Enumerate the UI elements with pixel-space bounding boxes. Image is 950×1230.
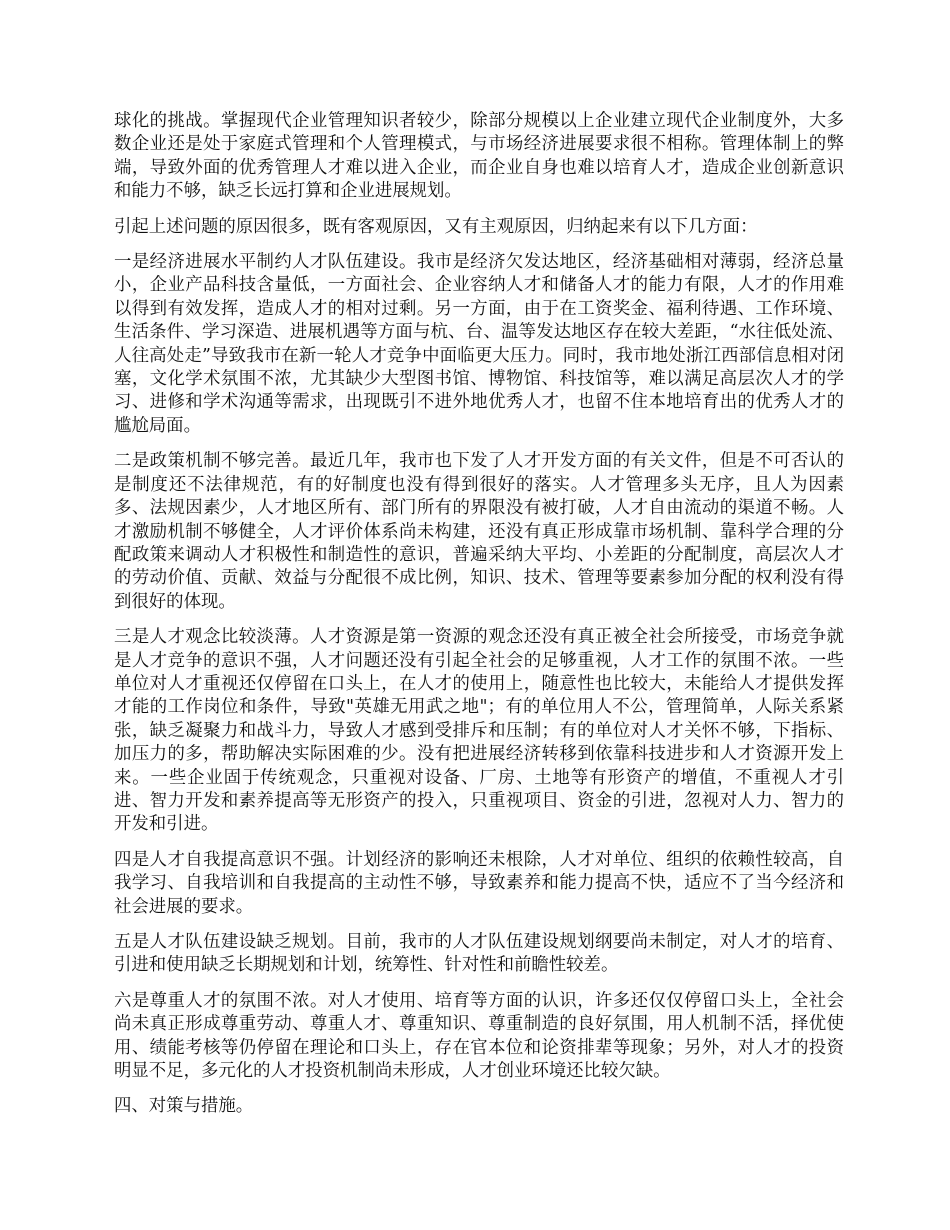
paragraph-7: 五是人才队伍建设缺乏规划。目前，我市的人才队伍建设规划纲要尚未制定，对人才的培育、引进和使用缺乏长期规划和计划，统筹性、针对性和前瞻性较差。 [114, 932, 844, 976]
paragraph-6: 四是人才自我提高意识不强。计划经济的影响还未根除，人才对单位、组织的依赖性较高，自我学习、自我培训和自我提高的主动性不够，导致素养和能力提高不快，适应不了当今经济和社会进展的要求。 [114, 849, 844, 917]
paragraph-3: 一是经济进展水平制约人才队伍建设。我市是经济欠发达地区，经济基础相对薄弱，经济总量小，企业产品科技含量低，一方面社会、企业容纳人才和储备人才的能力有限，人才的作用难以得到有效发挥，造成人才的相对过剩。另一方面，由于在工资奖金、福利待遇、工作环境、生活条件、学习深造、进展机遇等方面与杭、台、温等发达地区存在较大差距，“水往低处流、人往高处走”导致我市在新一轮人才竞争中面临更大压力。同时，我市地处浙江西部信息相对闭塞，文化学术氛围不浓，尤其缺少大型图书馆、博物馆、科技馆等，难以满足高层次人才的学习、进修和学术沟通等需求，出现既引不进外地优秀人才，也留不住本地培育出的优秀人才的尴尬局面。 [114, 252, 844, 436]
paragraph-4: 二是政策机制不够完善。最近几年，我市也下发了人才开发方面的有关文件，但是不可否认的是制度还不法律规范，有的好制度也没有得到很好的落实。人才管理多头无序，且人为因素多、法规因素少，人才地区所有、部门所有的界限没有被打破，人才自由流动的渠道不畅。人才激励机制不够健全，人才评价体系尚未构建，还没有真正形成靠市场机制、靠科学合理的分配政策来调动人才积极性和制造性的意识，普遍采纳大平均、小差距的分配制度，高层次人才的劳动价值、贡献、效益与分配很不成比例，知识、技术、管理等要素参加分配的权利没有得到很好的体现。 [114, 451, 844, 612]
paragraph-2: 引起上述问题的原因很多，既有客观原因，又有主观原因，归纳起来有以下几方面： [114, 216, 758, 237]
section-heading: 四、对策与措施。 [114, 1096, 254, 1117]
document-page [114, 110, 844, 1131]
paragraph-1: 球化的挑战。掌握现代企业管理知识者较少，除部分规模以上企业建立现代企业制度外，大多数企业还是处于家庭式管理和个人管理模式，与市场经济进展要求很不相称。管理体制上的弊端，导致外面的优秀管理人才难以进入企业，而企业自身也难以培育人才，造成企业创新意识和能力不够，缺乏长远打算和企业进展规划。 [114, 111, 844, 202]
paragraph-8: 六是尊重人才的氛围不浓。对人才使用、培育等方面的认识，许多还仅仅停留口头上，全社会尚未真正形成尊重劳动、尊重人才、尊重知识、尊重制造的良好氛围，用人机制不活，择优使用、绩能考核等仍停留在理论和口头上，存在官本位和论资排辈等现象；另外，对人才的投资明显不足，多元化的人才投资机制尚未形成，人才创业环境还比较欠缺。 [114, 990, 844, 1082]
paragraph-5: 三是人才观念比较淡薄。人才资源是第一资源的观念还没有真正被全社会所接受，市场竞争就是人才竞争的意识不强，人才问题还没有引起全社会的足够重视，人才工作的氛围不浓。一些单位对人才重视还仅停留在口头上，在人才的使用上，随意性也比较大，未能给人才提供发挥才能的工作岗位和条件，导致"英雄无用武之地"；有的单位用人不公，管理简单，人际关系紧张，缺乏凝聚力和战斗力，导致人才感到受排斥和压制；有的单位对人才关怀不够，下指标、加压力的多，帮助解决实际困难的少。没有把进展经济转移到依靠科技进步和人才资源开发上来。一些企业固于传统观念，只重视对设备、厂房、土地等有形资产的增值，不重视人才引进、智力开发和素养提高等无形资产的投入，只重视项目、资金的引进，忽视对人力、智力的开发和引进。 [114, 627, 844, 835]
